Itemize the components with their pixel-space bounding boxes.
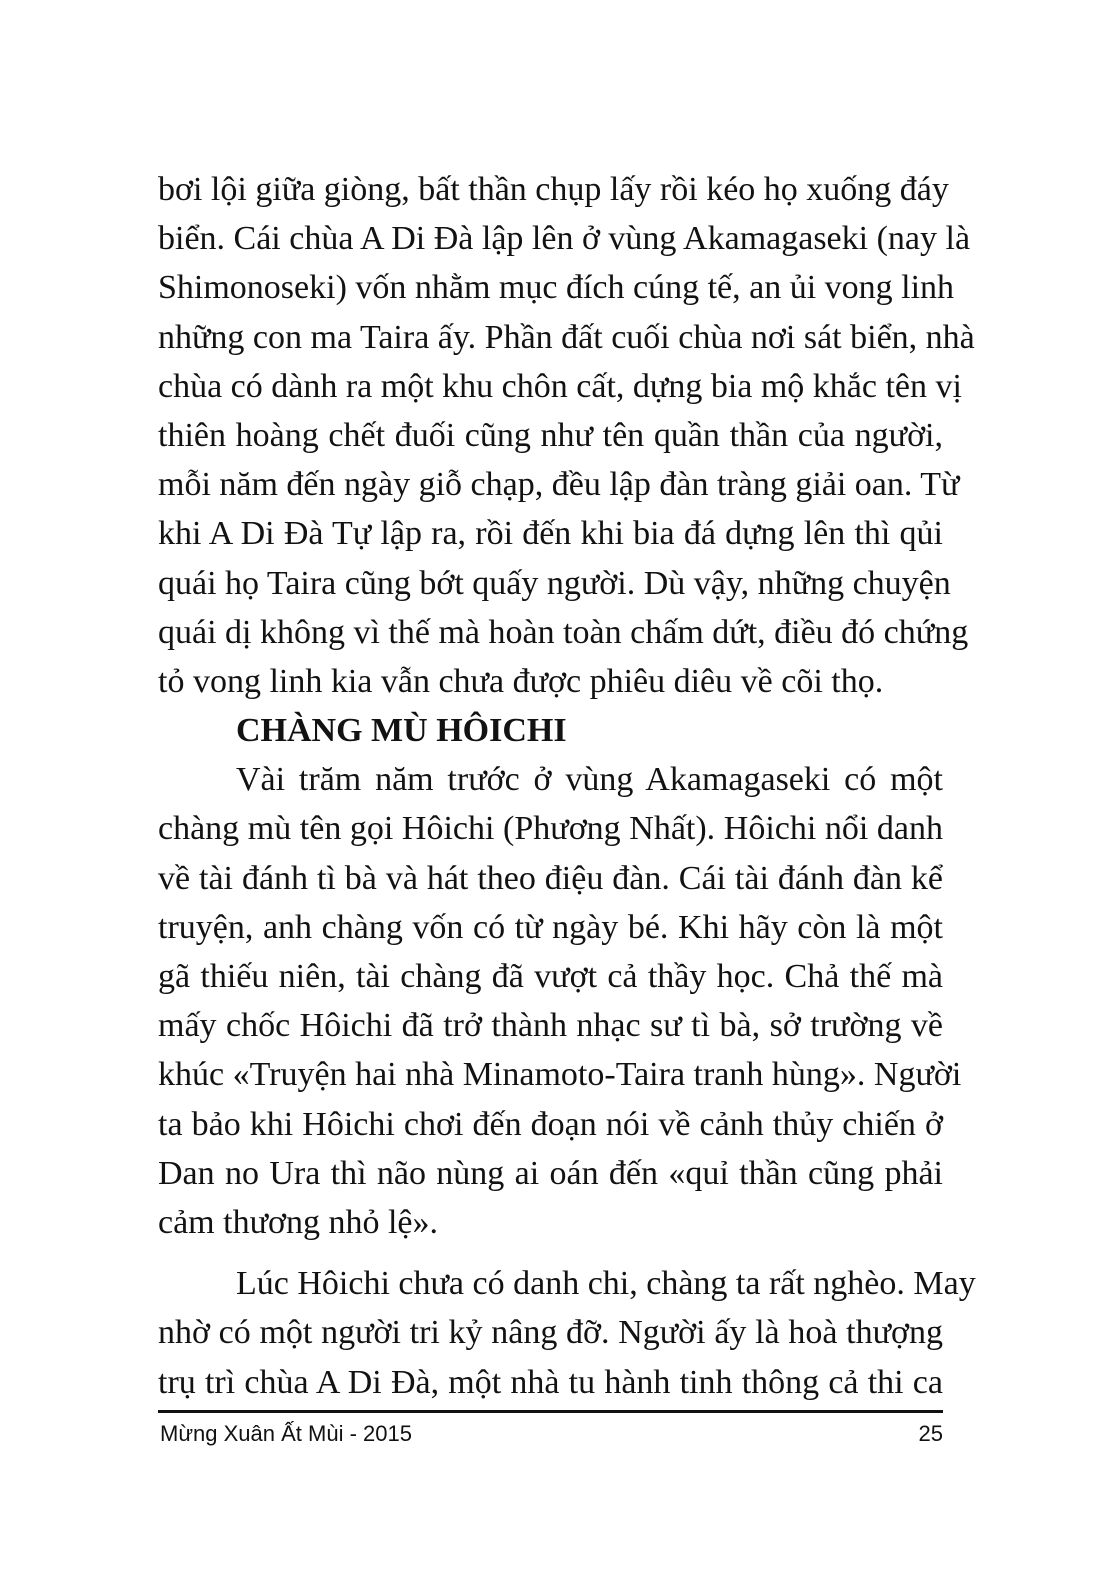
text-line: biển. Cái chùa A Di Đà lập lên ở vùng Akamagaseki (nay là bbox=[158, 220, 971, 258]
paragraph-spacer bbox=[158, 1247, 943, 1259]
text-line: quái dị không vì thế mà hoàn toàn chấm dứt, điều đó chứng bbox=[158, 613, 969, 651]
text-line: khi A Di Đà Tự lập ra, rồi đến khi bia đá dựng lên thì qủi bbox=[158, 515, 943, 553]
footer-publication: Mừng Xuân Ất Mùi - 2015 bbox=[160, 1421, 412, 1446]
text-line: những con ma Taira ấy. Phần đất cuối chùa nơi sát biển, nhà bbox=[158, 318, 975, 356]
section-heading: CHÀNG MÙ HÔICHI bbox=[236, 712, 567, 750]
text-line: chùa có dành ra một khu chôn cất, dựng bia mộ khắc tên vị bbox=[158, 367, 962, 405]
text-line: nhờ có một người tri kỷ nâng đỡ. Người ấy là hoà thượng bbox=[158, 1314, 943, 1352]
body-text bbox=[158, 165, 976, 1407]
text-line: truyện, anh chàng vốn có từ ngày bé. Khi hãy còn là một bbox=[158, 908, 943, 946]
page-number: 25 bbox=[918, 1421, 943, 1446]
text-line: ta bảo khi Hôichi chơi đến đoạn nói về cảnh thủy chiến ở bbox=[158, 1105, 943, 1143]
text-line: gã thiếu niên, tài chàng đã vượt cả thầy học. Chả thế mà bbox=[158, 958, 943, 995]
text-line: mấy chốc Hôichi đã trở thành nhạc sư tì bà, sở trường về bbox=[158, 1007, 943, 1045]
text-line: bơi lội giữa giòng, bất thần chụp lấy rồi kéo họ xuống đáy bbox=[158, 171, 949, 208]
text-line: về tài đánh tì bà và hát theo điệu đàn. Cái tài đánh đàn kể bbox=[158, 859, 943, 897]
paragraph-2 bbox=[158, 755, 962, 1247]
text-line: Dan no Ura thì não nùng ai oán đến «quỉ thần cũng phải bbox=[158, 1154, 943, 1192]
paragraph-3 bbox=[158, 1259, 976, 1407]
text-line: Vài trăm năm trước ở vùng Akamagaseki có một bbox=[236, 761, 943, 799]
text-line: thiên hoàng chết đuối cũng như tên quần thần của người, bbox=[158, 416, 943, 454]
text-line: cảm thương nhỏ lệ». bbox=[158, 1203, 439, 1241]
text-line: khúc «Truyện hai nhà Minamoto-Taira tranh hùng». Người bbox=[158, 1056, 962, 1094]
text-line: quái họ Taira cũng bớt quấy người. Dù vậy, những chuyện bbox=[158, 564, 951, 602]
text-line: tỏ vong linh kia vẫn chưa được phiêu diêu về cõi thọ. bbox=[158, 662, 884, 700]
paragraph-1 bbox=[158, 165, 975, 706]
text-line: trụ trì chùa A Di Đà, một nhà tu hành tinh thông cả thi ca bbox=[158, 1363, 943, 1401]
text-line: Lúc Hôichi chưa có danh chi, chàng ta rất nghèo. May bbox=[236, 1265, 976, 1303]
text-line: mỗi năm đến ngày giỗ chạp, đều lập đàn tràng giải oan. Từ bbox=[158, 466, 960, 504]
text-line: chàng mù tên gọi Hôichi (Phương Nhất). Hôichi nổi danh bbox=[158, 810, 943, 848]
footer-divider bbox=[158, 1410, 943, 1413]
text-line: Shimonoseki) vốn nhằm mục đích cúng tế, an ủi vong linh bbox=[158, 269, 955, 307]
